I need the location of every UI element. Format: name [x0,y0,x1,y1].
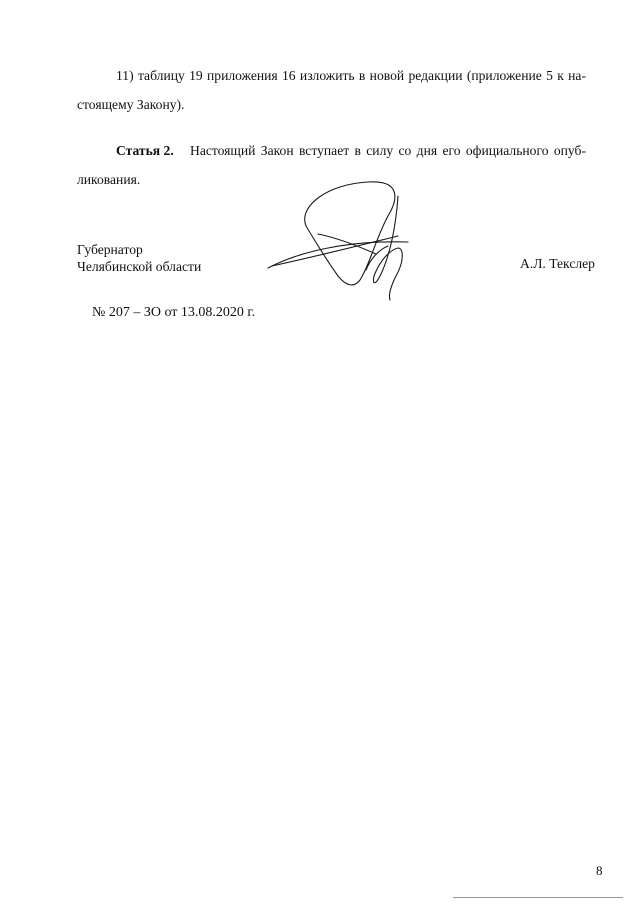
signatory-name: А.Л. Текслер [520,256,595,271]
bottom-divider [453,897,623,898]
article-2-heading: Статья 2. [116,143,174,158]
law-number-and-date: № 207 – ЗО от 13.08.2020 г. [92,305,256,320]
handwritten-signature [258,176,418,306]
page-number: 8 [596,863,603,878]
paragraph-11-line-1: 11) таблицу 19 приложения 16 изложить в новой редакции (приложение 5 к на- [116,68,586,83]
article-2-text-line-1: Настоящий Закон вступает в силу со дня его официального опуб- [190,143,586,158]
paragraph-11-line-2: стоящему Закону). [77,97,185,112]
article-2-text-line-2: ликования. [77,172,141,187]
signatory-position-line-1: Губернатор [77,242,143,257]
signatory-position-line-2: Челябинской области [77,259,202,274]
